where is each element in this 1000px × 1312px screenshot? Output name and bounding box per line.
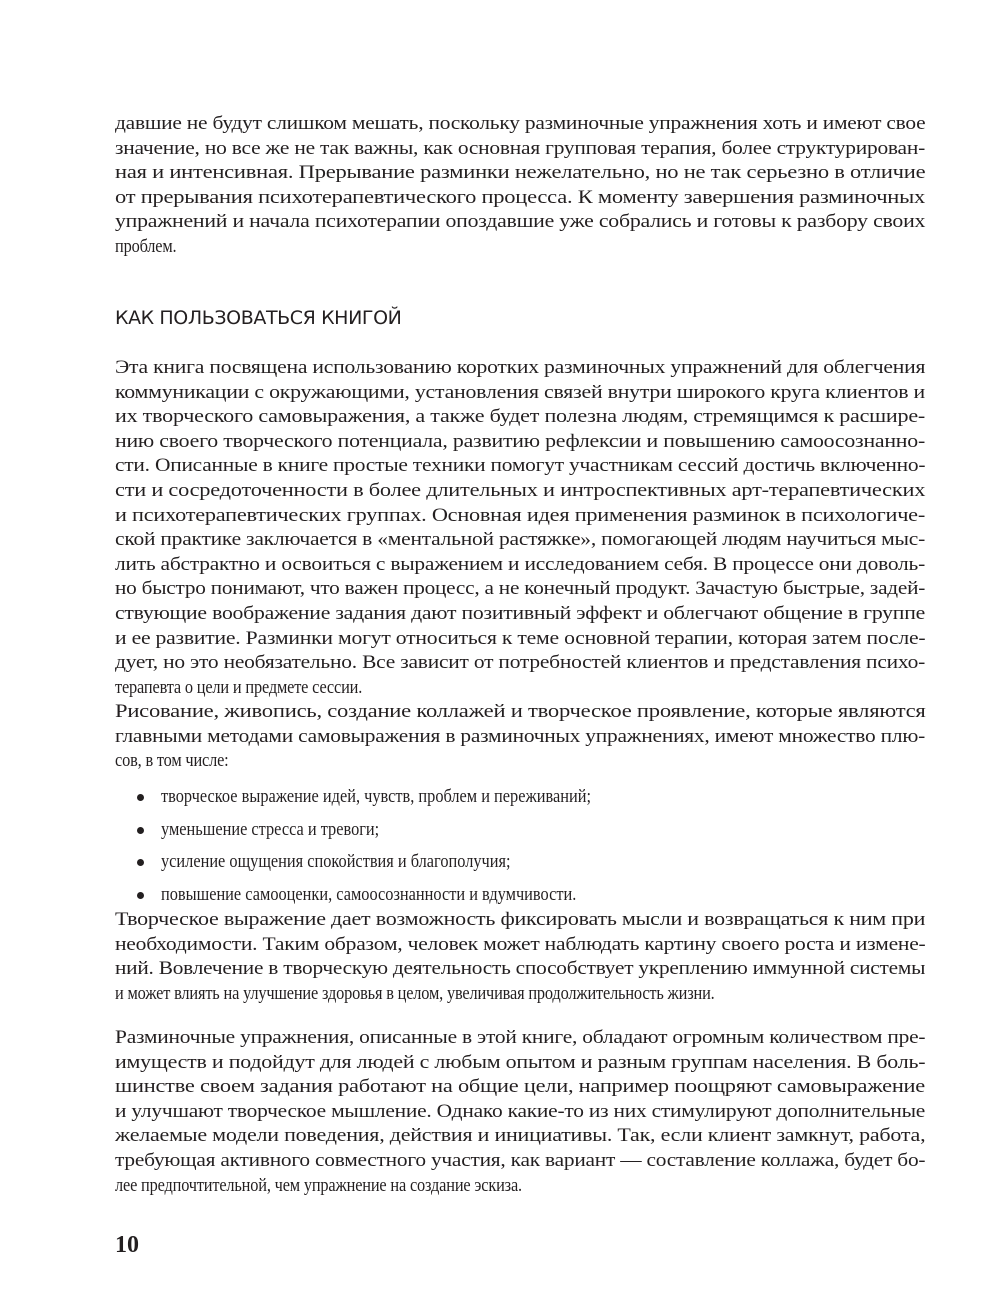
- text-line: имуществ и подойдут для людей с любым опытом и разным группам населения. В боль-: [115, 1051, 926, 1073]
- text-line: лее предпочтительной, чем упражнение на создание эскиза.: [115, 1174, 522, 1196]
- text-line: и ее развитие. Разминки могут относиться к теме основной терапии, которая затем после-: [115, 627, 926, 649]
- bullet-icon: [137, 827, 144, 834]
- text-line: их творческого самовыражения, а также будет полезна людям, стремящимся к расшире-: [115, 406, 926, 428]
- bullet-icon: [137, 859, 144, 866]
- text-line: Творческое выражение дает возможность фиксировать мысли и возвращаться к ним при: [115, 909, 926, 930]
- text-line: Разминочные упражнения, описанные в этой книге, обладают огромным количеством пре-: [115, 1027, 926, 1048]
- text-line: ная и интенсивная. Прерывание разминки нежелательно, но не так серьезно в отличие: [115, 162, 926, 184]
- text-line: давшие не будут слишком мешать, поскольку разминочные упражнения хоть и имеют свое: [115, 113, 926, 134]
- list-item-text: усиление ощущения спокойствия и благополучия;: [161, 851, 511, 872]
- text-line: Рисование, живопись, создание коллажей и творческое проявление, которые являются: [115, 701, 926, 722]
- bullet-icon: [137, 892, 144, 899]
- text-line: ской практике заключается в «ментальной растяжке», помогающей людям научиться мыс-: [115, 529, 925, 551]
- text-line: Эта книга посвящена использованию коротких разминочных упражнений для облегчения: [115, 357, 926, 378]
- text-line: значение, но все же не так важны, как основная групповая терапия, более структурирован-: [115, 137, 925, 159]
- list-item: [115, 818, 925, 851]
- text-line: сти. Описанные в книге простые техники помогут участникам сессий достичь включенно-: [115, 455, 926, 477]
- text-line: от прерывания психотерапевтического процесса. К моменту завершения разминочных: [115, 186, 925, 208]
- text-line: но быстро понимают, что важен процесс, а не конечный продукт. Зачастую быстрые, задей-: [115, 578, 926, 600]
- list-item-text: повышение самооценки, самоосознанности и вдумчивости.: [161, 883, 577, 905]
- text-line: лить абстрактно и освоиться с выражением и исследованием себя. В процессе они доволь-: [115, 553, 925, 575]
- paragraph-exercise-advantages: [115, 1026, 925, 1198]
- text-line: и психотерапевтических группах. Основная идея применения разминок в психологиче-: [115, 504, 925, 526]
- text-line: ствующие воображение задания дают позитивный эффект и облегчают общение в группе: [115, 602, 925, 624]
- text-line: ний. Вовлечение в творческую деятельность способствует укреплению иммунной системы: [115, 958, 926, 980]
- text-line: упражнений и начала психотерапии опоздавшие уже собрались и готовы к разбору своих: [115, 211, 926, 233]
- text-line: шинстве своем задания работают на общие цели, например поощряют самовыражение: [115, 1076, 925, 1098]
- intro-paragraph: [115, 112, 925, 260]
- bullet-icon: [137, 794, 144, 801]
- list-item-text: уменьшение стресса и тревоги;: [161, 818, 380, 840]
- benefits-list: [115, 785, 925, 915]
- text-line: главными методами самовыражения в разминочных упражнениях, имеют множество плю-: [115, 725, 925, 747]
- text-line: сти и сосредоточенности в более длительных и интроспективных арт-терапевтических: [115, 479, 926, 501]
- text-line: необходимости. Таким образом, человек может наблюдать картину своего роста и измене-: [115, 933, 926, 955]
- section-heading: КАК ПОЛЬЗОВАТЬСЯ КНИГОЙ: [115, 307, 402, 329]
- text-line: дует, но это необязательно. Все зависит от потребностей клиентов и представления психо-: [115, 652, 925, 674]
- list-item: [115, 785, 925, 818]
- text-line: нию своего творческого потенциала, развитию рефлексии и повышению самоосознанно-: [115, 430, 925, 452]
- text-line: проблем.: [115, 235, 177, 257]
- text-line: сов, в том числе:: [115, 750, 229, 772]
- text-line: желаемые модели поведения, действия и инициативы. Так, если клиент замкнут, работа,: [115, 1125, 926, 1147]
- text-line: требующая активного совместного участия, как вариант — составление коллажа, будет бо-: [115, 1149, 926, 1171]
- text-line: коммуникации с окружающими, установления связей внутри широкого круга клиентов и: [115, 381, 925, 403]
- paragraph-creative-expression: [115, 908, 925, 1006]
- text-line: и может влиять на улучшение здоровья в целом, увеличивая продолжительность жизни.: [115, 982, 715, 1004]
- text-line: терапевта о цели и предмете сессии.: [115, 676, 363, 698]
- paragraph-how-to-use: [115, 356, 925, 700]
- paragraph-benefits-intro: [115, 700, 925, 774]
- list-item: [115, 850, 925, 883]
- page-number: 10: [115, 1232, 139, 1258]
- text-line: и улучшают творческое мышление. Однако какие-то из них стимулируют дополнительные: [115, 1100, 926, 1122]
- list-item-text: творческое выражение идей, чувств, проблем и переживаний;: [161, 786, 592, 807]
